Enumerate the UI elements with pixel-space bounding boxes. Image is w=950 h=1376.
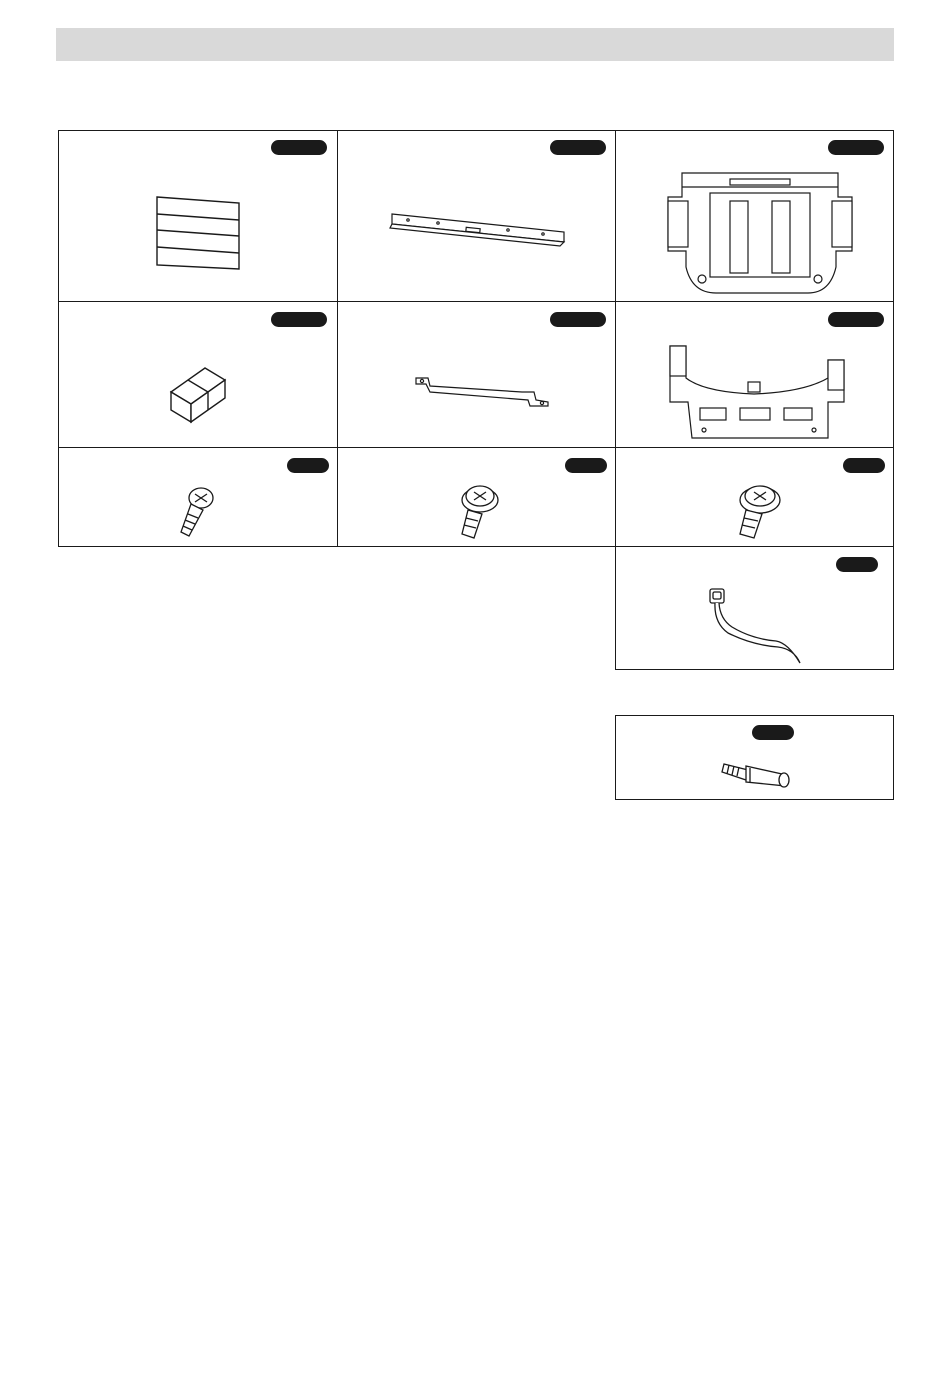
part-cell-screw-small [58, 447, 338, 547]
plate-panel-icon [155, 195, 245, 275]
screw-medium-icon [452, 484, 502, 542]
part-badge [550, 140, 606, 155]
part-badge [287, 458, 329, 473]
rail-bracket-icon [388, 206, 568, 256]
part-cell-lower-bar [337, 301, 616, 448]
part-badge [843, 458, 885, 473]
part-cell-mounting-frame [615, 130, 894, 302]
part-badge [271, 140, 327, 155]
part-cell-anchor-bolt [615, 715, 894, 800]
section-header-bar [56, 28, 894, 61]
part-cell-screw-large [615, 447, 894, 547]
mount-frame-icon [660, 167, 860, 297]
part-badge [550, 312, 606, 327]
spacer-block-icon [167, 358, 231, 424]
screw-small-icon [175, 486, 219, 542]
part-cell-screw-medium [337, 447, 616, 547]
part-cell-wall-bracket-rail [337, 130, 616, 302]
anchor-bolt-icon [720, 754, 794, 792]
part-cell-spacer-block [58, 301, 338, 448]
screw-large-icon [730, 484, 782, 542]
part-cell-lower-bracket [615, 301, 894, 448]
part-cell-wall-plate-template [58, 130, 338, 302]
part-badge [565, 458, 607, 473]
cable-tie-icon [702, 583, 812, 665]
part-badge [828, 312, 884, 327]
part-cell-cable-tie [615, 546, 894, 670]
lower-bar-icon [412, 372, 552, 412]
part-badge [828, 140, 884, 155]
lower-bracket-icon [664, 342, 854, 442]
part-badge [752, 725, 794, 740]
part-badge [271, 312, 327, 327]
part-badge [836, 557, 878, 572]
